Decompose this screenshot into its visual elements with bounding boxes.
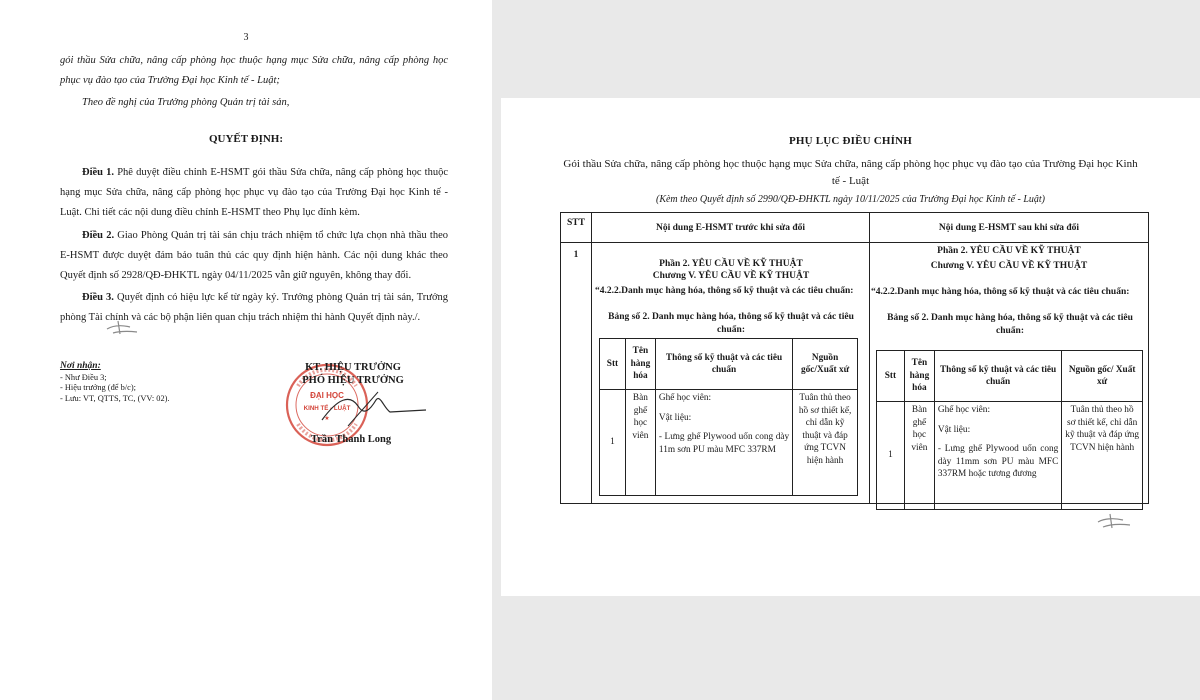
after-section: “4.2.2.Danh mục hàng hóa, thông số kỹ thuật và các tiêu chuẩn:	[871, 287, 1130, 297]
svg-text:ĐẠI HỌC: ĐẠI HỌC	[310, 391, 344, 400]
table-col-divider	[591, 212, 592, 504]
table-row	[600, 390, 858, 496]
decision-title: QUYẾT ĐỊNH:	[208, 133, 284, 145]
after-table-caption: Bảng số 2. Danh mục hàng hóa, thông số kỹ thuật và các tiêu chuẩn:	[887, 313, 1133, 336]
after-spec-line: - Lưng ghế Plywood uốn cong dày 11mm sơn PU màu MFC 337RM hoặc tương đương	[937, 444, 1059, 479]
appendix-title: PHỤ LỤC ĐIỀU CHỈNH	[788, 135, 913, 147]
appendix-reference: (Kèm theo Quyết định số 2990/QĐ-ĐHKTL ngày 10/11/2025 của Trường Đại học Kinh tế - Luật)	[655, 194, 1046, 205]
header-after: Nội dung E-HSMT sau khi sửa đổi	[938, 223, 1080, 233]
before-chapter: Chương V. YÊU CẦU VỀ KỸ THUẬT	[652, 271, 810, 281]
after-head-origin: Nguồn gốc/ Xuất xứ	[1062, 351, 1143, 402]
after-head-name: Tên hàng hóa	[904, 351, 934, 402]
before-spec-line: - Lưng ghế Plywood uốn cong dày 11m sơn PU màu MFC 337RM	[658, 432, 790, 455]
before-part: Phần 2. YÊU CẦU VỀ KỸ THUẬT	[659, 259, 803, 269]
article-1-label: Điều 1.	[82, 167, 115, 178]
appendix-subtitle: Gói thầu Sửa chữa, nâng cấp phòng học thuộc hạng mục Sửa chữa, nâng cấp phòng học phục vụ đào tạo của Trường Đại học Kinh tế - Luật	[563, 158, 1138, 187]
before-goods-table	[599, 338, 858, 496]
table-row	[877, 402, 1143, 510]
page-number: 3	[243, 32, 249, 43]
before-section: “4.2.2.Danh mục hàng hóa, thông số kỹ thuật và các tiêu chuẩn:	[595, 286, 854, 296]
decision-page	[0, 0, 492, 700]
recipient-item: - Lưu: VT, QTTS, TC, (VV: 02).	[60, 393, 170, 403]
proposal-paragraph: Theo đề nghị của Trưởng phòng Quản trị tài sản,	[82, 97, 290, 108]
after-item-spec	[934, 402, 1061, 510]
article-1-text: Phê duyệt điều chỉnh E-HSMT gói thầu Sửa chữa, nâng cấp phòng học thuộc hạng mục Sửa chữa, nâng cấp phòng học phục vụ đào tạo của Trường Đại học Kinh tế - Luật. Chi tiết các nội dung điều chỉnh E-HSMT theo Phụ lục đính kèm.	[60, 167, 449, 218]
before-head-stt: Stt	[600, 339, 626, 390]
before-head-name: Tên hàng hóa	[625, 339, 655, 390]
initial-mark-icon	[104, 316, 140, 338]
before-table-caption: Bảng số 2. Danh mục hàng hóa, thông số kỹ thuật và các tiêu chuẩn:	[608, 312, 854, 335]
after-chapter: Chương V. YÊU CẦU VỀ KỸ THUẬT	[930, 261, 1088, 271]
before-item-name: Bàn ghế học viên	[625, 390, 655, 496]
before-spec-line: Vật liệu:	[658, 412, 692, 423]
intro-paragraph: gói thầu Sửa chữa, nâng cấp phòng học thuộc hạng mục Sửa chữa, nâng cấp phòng học phục vụ đào tạo của Trường Đại học Kinh tế - Luật;	[60, 55, 448, 86]
before-head-spec: Thông số kỹ thuật và các tiêu chuẩn	[655, 339, 792, 390]
recipient-item: - Hiệu trưởng (để b/c);	[60, 383, 136, 392]
table-row	[877, 351, 1143, 402]
initial-mark-icon	[1095, 510, 1133, 532]
article-3-label: Điều 3.	[82, 292, 114, 303]
after-item-name: Bàn ghế học viên	[904, 402, 934, 510]
row-stt: 1	[573, 250, 579, 260]
article-1	[60, 163, 448, 223]
signer-title	[290, 361, 416, 387]
after-head-spec: Thông số kỹ thuật và các tiêu chuẩn	[934, 351, 1061, 402]
appendix-page	[501, 98, 1200, 596]
article-2	[60, 226, 448, 286]
table-col-divider	[869, 212, 870, 504]
after-head-stt: Stt	[877, 351, 905, 402]
before-item-origin: Tuân thủ theo hồ sơ thiết kế, chỉ dẫn kỹ thuật và đáp ứng TCVN hiện hành	[793, 390, 858, 496]
after-spec-line: Vật liệu:	[937, 424, 971, 435]
svg-text:★: ★	[324, 416, 330, 422]
table-border-right	[1148, 212, 1149, 504]
article-3-text: Quyết định có hiệu lực kể từ ngày ký. Trưởng phòng Quản trị tài sản, Trưởng phòng Tài chính và các bộ phận liên quan chịu trách nhiệm thi hành Quyết định này./.	[60, 292, 449, 323]
after-item-stt: 1	[877, 402, 905, 510]
header-stt: STT	[567, 218, 585, 228]
before-item-stt: 1	[600, 390, 626, 496]
recipient-item: - Như Điều 3;	[60, 372, 107, 382]
signer-name: Trần Thanh Long	[311, 434, 392, 445]
recipients-label: Nơi nhận:	[60, 361, 101, 371]
signer-title-line-1: KT. HIỆU TRƯỞNG	[305, 362, 401, 373]
table-row	[600, 339, 858, 390]
article-2-text: Giao Phòng Quản trị tài sản chịu trách nhiệm tổ chức lựa chọn nhà thầu theo E-HSMT được duyệt đảm bảo tuân thủ các quy định hiện hành. Các nội dung khác theo Quyết định số 2928/QĐ-ĐHKTL ngày 04/11/2025 vẫn giữ nguyên, không thay đổi.	[60, 230, 449, 281]
after-goods-table	[876, 350, 1143, 510]
svg-text:KINH TẾ - LUẬT: KINH TẾ - LUẬT	[303, 405, 351, 412]
article-2-label: Điều 2.	[82, 230, 115, 241]
after-part: Phần 2. YÊU CẦU VỀ KỸ THUẬT	[937, 246, 1081, 256]
before-spec-line: Ghế học viên:	[658, 393, 712, 403]
after-spec-line: Ghế học viên:	[937, 405, 991, 415]
signature-icon	[318, 390, 430, 430]
table-header-divider	[560, 242, 1149, 243]
before-head-origin: Nguồn gốc/Xuất xứ	[793, 339, 858, 390]
signer-title-line-2: PHÓ HIỆU TRƯỞNG	[302, 375, 404, 386]
table-border-top	[560, 212, 1149, 213]
recipients-block	[60, 361, 260, 404]
after-item-origin: Tuân thủ theo hồ sơ thiết kế, chỉ dẫn kỹ thuật và đáp ứng TCVN hiện hành	[1062, 402, 1143, 510]
header-before: Nội dung E-HSMT trước khi sửa đổi	[656, 223, 805, 233]
before-item-spec	[655, 390, 792, 496]
